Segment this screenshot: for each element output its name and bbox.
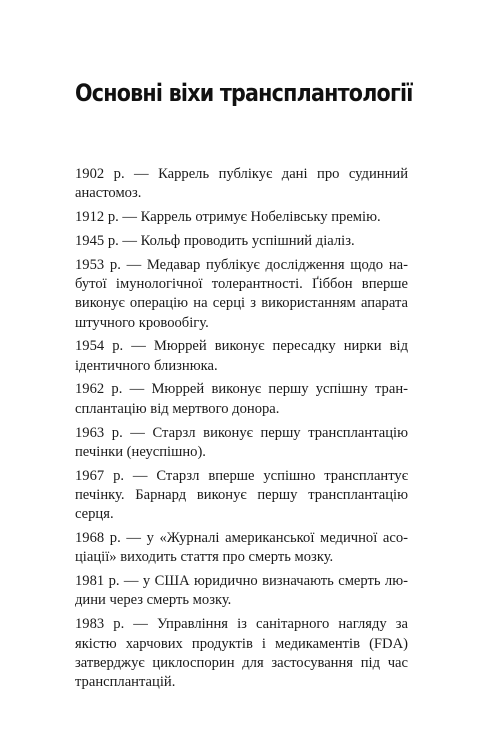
milestone-entry: 1963 р. — Старзл виконує першу трансплантацію печінки (неуспішно). [75,424,408,460]
milestone-entry: 1912 р. — Каррель отримує Нобелівську премію. [75,209,381,226]
page-title: Основні віхи трансплантології [75,79,413,107]
milestone-entry: 1983 р. — Управління із санітарного нагляду за якістю харчових продуктів і медикаментів (FDA) затверджує циклоспорин для застосування під час трансплантацій. [75,616,408,691]
milestone-entry: 1981 р. — у США юридично визначають смерть людини через смерть мозку. [75,573,408,609]
milestone-entry: 1967 р. — Старзл вперше успішно трансплантує печінку. Барнард виконує першу трансплантацію серця. [75,467,408,523]
milestone-entry: 1968 р. — у «Журналі американської медичної асоціації» виходить стаття про смерть мозку. [75,530,408,566]
milestones-list [75,165,408,697]
milestone-entry: 1962 р. — Мюррей виконує першу успішну трансплантацію від мертвого донора. [75,381,408,417]
milestone-entry: 1902 р. — Каррель публікує дані про судинний анастомоз. [75,166,408,202]
milestone-entry: 1945 р. — Кольф проводить успішний діаліз. [75,232,355,249]
milestone-entry: 1954 р. — Мюррей виконує пересадку нирки від ідентичного близнюка. [75,338,408,374]
milestone-entry: 1953 р. — Медавар публікує дослідження щодо набутої імунологічної толерантності. Ґіббон вперше виконує операцію на серці з використанням апарата штучного кровообігу. [75,256,408,331]
